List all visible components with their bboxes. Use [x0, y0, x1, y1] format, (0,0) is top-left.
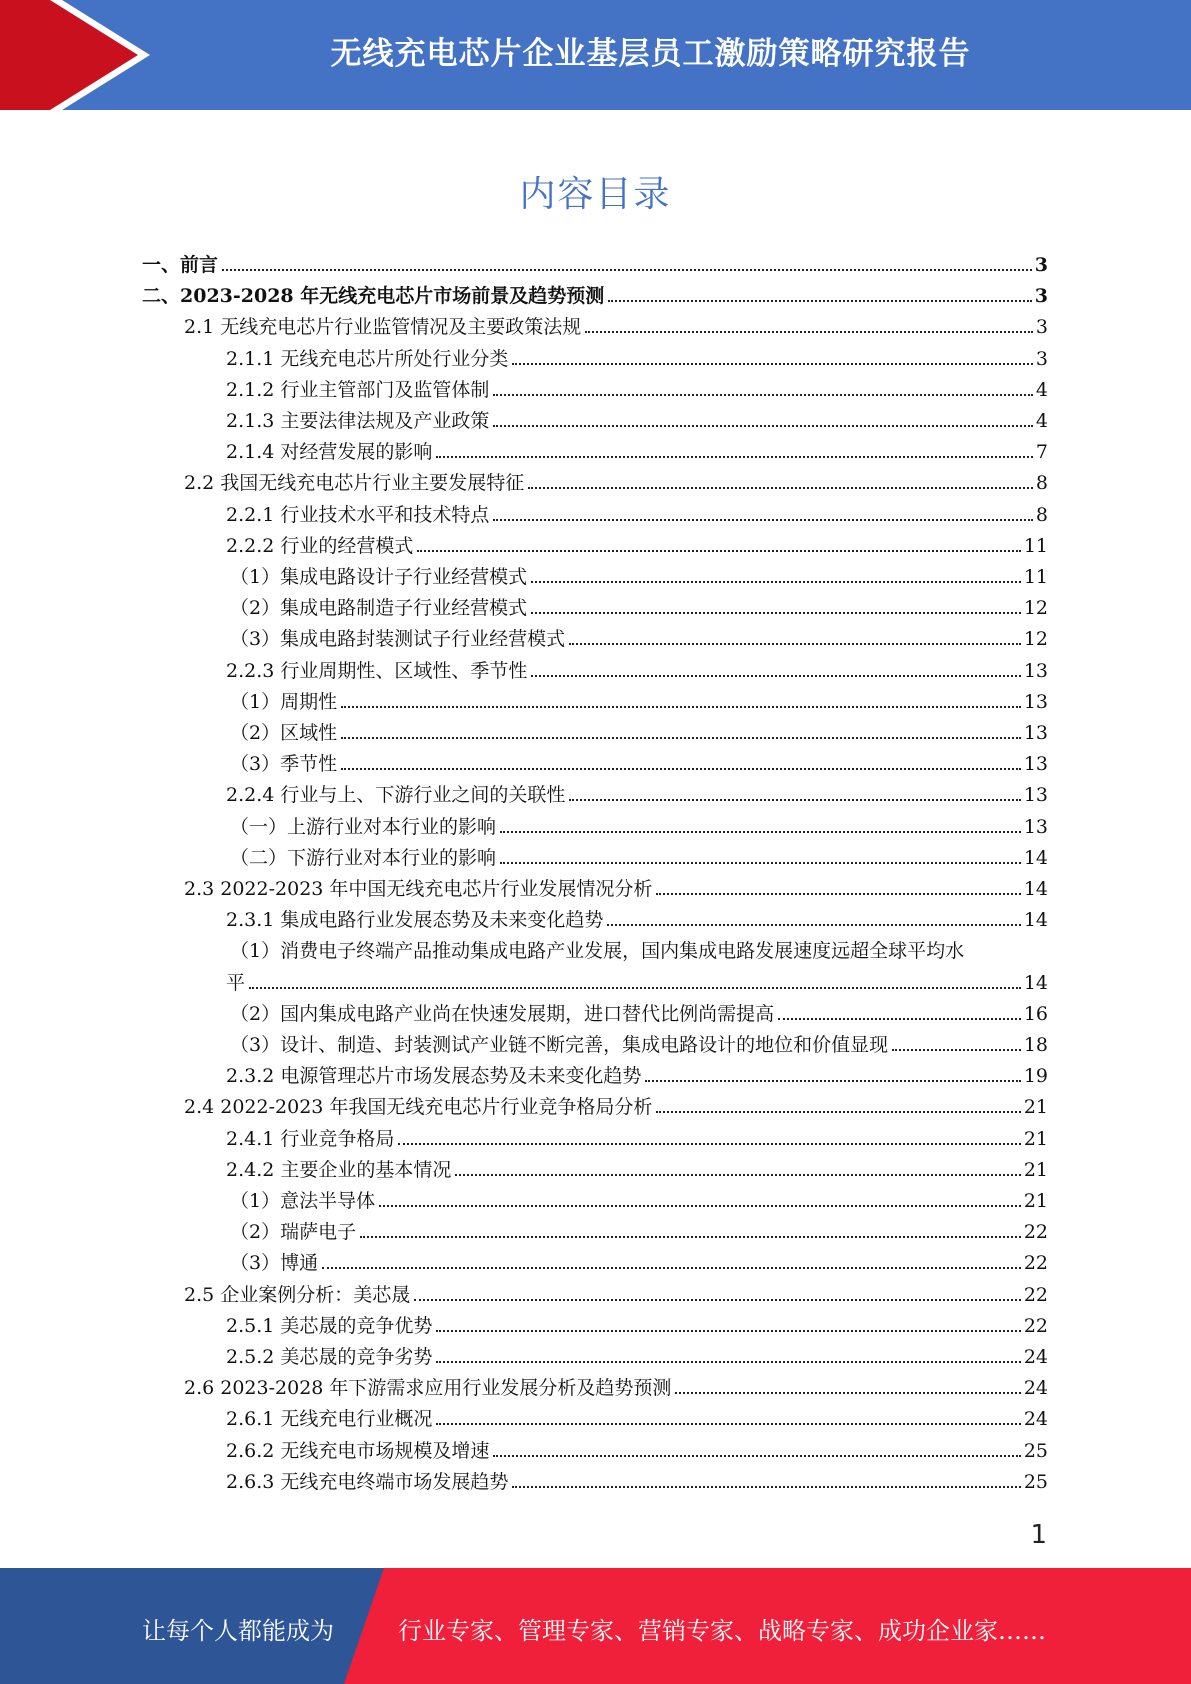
toc-entry-page: 22	[1023, 1283, 1048, 1306]
toc-leader-dots	[493, 1455, 1020, 1457]
toc-leader-dots	[436, 1330, 1020, 1332]
toc-leader-dots	[436, 1423, 1020, 1425]
toc-leader-dots	[892, 1049, 1021, 1051]
toc-entry[interactable]	[230, 1033, 1048, 1057]
toc-entry-label: 2.3.2 电源管理芯片市场发展态势及未来变化趋势	[226, 1065, 642, 1088]
toc-entry-label: 2.2.3 行业周期性、区域性、季节性	[226, 659, 528, 682]
toc-entry[interactable]	[230, 596, 1048, 620]
toc-leader-dots	[531, 581, 1021, 583]
toc-entry-label: （1）周期性	[230, 690, 338, 713]
toc-entry-page: 24	[1023, 1346, 1048, 1368]
toc-entry-page: 12	[1023, 597, 1048, 620]
toc-entry-label: 2.3.1 集成电路行业发展态势及未来变化趋势	[226, 909, 604, 932]
toc-entry[interactable]	[142, 253, 1048, 277]
toc-leader-dots	[675, 1392, 1020, 1394]
toc-entry-page: 3	[1034, 254, 1048, 276]
toc-entry[interactable]	[230, 846, 1048, 870]
toc-entry-label: 2.4.1 行业竞争格局	[226, 1127, 395, 1150]
toc-entry[interactable]	[184, 471, 1048, 495]
toc-leader-dots	[222, 269, 1032, 271]
toc-entry[interactable]	[226, 1439, 1048, 1463]
toc-entry[interactable]	[230, 1189, 1048, 1213]
toc-entry-label: （3）博通	[230, 1252, 319, 1275]
toc-entry-label: 2.1.1 无线充电芯片所处行业分类	[226, 347, 509, 370]
toc-leader-dots	[414, 1299, 1021, 1301]
toc-leader-dots	[512, 363, 1033, 365]
toc-entry-page: 21	[1023, 1158, 1048, 1181]
toc-entry-page: 3	[1034, 285, 1048, 308]
toc-entry[interactable]	[142, 284, 1048, 308]
toc-entry-page: 22	[1023, 1252, 1048, 1275]
toc-entry-label: （1）集成电路设计子行业经营模式	[230, 566, 528, 588]
toc-entry-page: 14	[1023, 846, 1048, 869]
toc-entry[interactable]	[230, 1220, 1048, 1244]
toc-leader-dots	[398, 1143, 1020, 1145]
toc-entry-page: 24	[1023, 1408, 1048, 1431]
toc-entry-label: （二）下游行业对本行业的影响	[230, 846, 497, 869]
toc-entry-page: 14	[1023, 878, 1048, 900]
toc-entry-page: 3	[1035, 347, 1048, 370]
toc-entry-label: （2）区域性	[230, 722, 338, 744]
toc-leader-dots	[608, 300, 1032, 302]
toc-entry-page: 25	[1023, 1439, 1048, 1462]
toc-entry-page: 13	[1023, 753, 1048, 776]
toc-leader-dots	[417, 550, 1020, 552]
toc-entry[interactable]	[230, 721, 1048, 745]
toc-entry-label: 2.6.3 无线充电终端市场发展趋势	[226, 1470, 509, 1493]
header-chevron-graphic	[0, 0, 160, 110]
page-number: 1	[1030, 1520, 1047, 1550]
toc-leader-dots	[493, 394, 1033, 396]
toc-leader-dots	[249, 987, 1021, 989]
toc-entry[interactable]	[226, 1314, 1048, 1338]
toc-entry-page: 24	[1023, 1377, 1048, 1400]
toc-leader-dots	[585, 331, 1033, 333]
toc-entry-page: 8	[1035, 503, 1048, 526]
toc-entry[interactable]	[226, 783, 1048, 807]
toc-leader-dots	[341, 737, 1021, 739]
toc-entry-page: 21	[1023, 1190, 1048, 1212]
toc-entry-page: 4	[1035, 410, 1048, 432]
toc-entry[interactable]	[230, 565, 1048, 589]
toc-entry-page: 13	[1023, 815, 1048, 838]
toc-entry-label: 2.4 2022-2023 年我国无线充电芯片行业竞争格局分析	[184, 1096, 653, 1119]
toc-entry-label: 2.2.1 行业技术水平和技术特点	[226, 503, 490, 526]
toc-leader-dots	[500, 831, 1021, 833]
toc-leader-dots	[436, 1361, 1020, 1363]
toc-entry-page: 19	[1023, 1065, 1048, 1088]
toc-entry-label: 二、2023-2028 年无线充电芯片市场前景及趋势预测	[142, 285, 605, 308]
toc-entry-page: 13	[1023, 690, 1048, 713]
toc-entry[interactable]	[226, 440, 1048, 464]
toc-leader-dots	[656, 893, 1020, 895]
toc-entry-page: 11	[1023, 534, 1048, 557]
toc-leader-dots	[569, 643, 1021, 645]
toc-entry-label: 2.1.4 对经营发展的影响	[226, 441, 433, 464]
toc-leader-dots	[322, 1267, 1021, 1269]
toc-entry-page: 11	[1023, 566, 1048, 588]
toc-leader-dots	[493, 425, 1033, 427]
toc-leader-dots	[341, 706, 1021, 708]
toc-entry-label: 2.6.2 无线充电市场规模及增速	[226, 1439, 490, 1462]
toc-entry-label: 2.2 我国无线充电芯片行业主要发展特征	[184, 472, 525, 495]
footer-slogan-right: 行业专家、管理专家、营销专家、战略专家、成功企业家……	[398, 1617, 1046, 1645]
page-header	[0, 0, 1191, 110]
toc-entry-label: 2.1.3 主要法律法规及产业政策	[226, 410, 490, 432]
toc-entry[interactable]	[226, 534, 1048, 558]
toc-leader-dots	[528, 487, 1033, 489]
toc-entry-label: （1）意法半导体	[230, 1190, 376, 1212]
toc-entry-label: 2.1 无线充电芯片行业监管情况及主要政策法规	[184, 316, 582, 339]
toc-entry[interactable]	[226, 1470, 1048, 1494]
toc-entry[interactable]	[230, 690, 1048, 714]
toc-leader-dots	[531, 675, 1020, 677]
toc-entry-page: 13	[1023, 784, 1048, 807]
toc-entry[interactable]	[230, 752, 1048, 776]
toc-entry[interactable]	[226, 659, 1048, 683]
toc-entry[interactable]	[226, 1345, 1048, 1369]
toc-entry[interactable]	[226, 378, 1048, 402]
toc-entry-label: （3）季节性	[230, 753, 338, 776]
toc-leader-dots	[607, 924, 1020, 926]
toc-entry-label: （1）消费电子终端产品推动集成电路产业发展，国内集成电路发展速度远超全球平均水	[230, 940, 965, 963]
toc-entry-label: 2.2.4 行业与上、下游行业之间的关联性	[226, 784, 566, 807]
toc-entry-label: （2）瑞萨电子	[230, 1221, 357, 1244]
toc-entry-page: 3	[1035, 316, 1048, 339]
toc-entry-page: 7	[1035, 441, 1048, 464]
toc-entry-label: （2）集成电路制造子行业经营模式	[230, 597, 528, 620]
toc-heading: 内容目录	[519, 174, 672, 215]
toc-entry[interactable]	[226, 1127, 1048, 1151]
toc-entry[interactable]	[230, 627, 1048, 651]
toc-leader-dots	[531, 612, 1021, 614]
toc-entry-page: 14	[1023, 971, 1048, 994]
toc-entry[interactable]	[226, 1064, 1048, 1088]
toc-entry[interactable]	[226, 939, 1048, 994]
toc-leader-dots	[436, 456, 1033, 458]
report-title: 无线充电芯片企业基层员工激励策略研究报告	[330, 36, 971, 72]
toc-leader-dots	[360, 1236, 1021, 1238]
toc-entry-label: 2.2.2 行业的经营模式	[226, 534, 414, 557]
toc-entry[interactable]	[184, 1376, 1048, 1400]
toc-leader-dots	[569, 799, 1020, 801]
toc-entry-label: 2.5 企业案例分析：美芯晟	[184, 1283, 411, 1306]
toc-entry-page: 22	[1023, 1221, 1048, 1244]
toc-entry-page: 21	[1023, 1096, 1048, 1119]
toc-entry-page: 21	[1023, 1127, 1048, 1150]
toc-entry-page: 4	[1035, 378, 1048, 401]
toc-entry-page: 12	[1023, 628, 1048, 651]
toc-leader-dots	[341, 768, 1021, 770]
toc-leader-dots	[512, 1486, 1020, 1488]
toc-entry-page: 25	[1023, 1470, 1048, 1493]
toc-leader-dots	[656, 1111, 1020, 1113]
toc-entry-page: 14	[1023, 909, 1048, 932]
toc-entry[interactable]	[230, 1251, 1048, 1275]
toc-entry-label: （一）上游行业对本行业的影响	[230, 815, 497, 838]
page-footer	[0, 1568, 1191, 1684]
toc-leader-dots	[493, 519, 1033, 521]
toc-entry-label: （2）国内集成电路产业尚在快速发展期，进口替代比例尚需提高	[230, 1002, 775, 1025]
toc-entry-label: 2.3 2022-2023 年中国无线充电芯片行业发展情况分析	[184, 878, 653, 900]
toc-leader-dots	[455, 1174, 1020, 1176]
toc-entry[interactable]	[184, 1283, 1048, 1307]
toc-entry[interactable]	[184, 877, 1048, 901]
toc-entry-page: 16	[1023, 1002, 1048, 1025]
toc-entry-page: 8	[1035, 472, 1048, 495]
toc-entry[interactable]	[184, 1095, 1048, 1119]
toc-entry-page: 22	[1023, 1314, 1048, 1337]
toc-leader-dots	[379, 1205, 1021, 1207]
toc-entry-label: 2.4.2 主要企业的基本情况	[226, 1158, 452, 1181]
toc-entry[interactable]	[226, 1407, 1048, 1431]
toc-leader-dots	[645, 1080, 1020, 1082]
toc-entry[interactable]	[230, 815, 1048, 839]
toc-entry-label: （3）设计、制造、封装测试产业链不断完善，集成电路设计的地位和价值显现	[230, 1034, 889, 1056]
toc-entry[interactable]	[226, 1158, 1048, 1182]
toc-entry[interactable]	[226, 347, 1048, 371]
toc-entry-label: 2.5.2 美芯晟的竞争劣势	[226, 1346, 433, 1368]
toc-entry-page: 18	[1023, 1034, 1048, 1056]
toc-entry-label: 2.6 2023-2028 年下游需求应用行业发展分析及趋势预测	[184, 1377, 672, 1400]
footer-slogan-left: 让每个人都能成为	[142, 1617, 334, 1645]
toc-leader-dots	[778, 1018, 1021, 1020]
toc-entry[interactable]	[226, 503, 1048, 527]
toc-entry[interactable]	[184, 315, 1048, 339]
toc-entry-label: 一、前言	[142, 254, 219, 276]
toc-entry-label: 2.6.1 无线充电行业概况	[226, 1408, 433, 1431]
toc-entry-label-continued: 平	[226, 971, 246, 994]
toc-entry-page: 13	[1023, 659, 1048, 682]
toc-entry[interactable]	[226, 908, 1048, 932]
toc-entry-page: 13	[1023, 722, 1048, 744]
toc-entry[interactable]	[226, 409, 1048, 433]
toc-entry-label: （3）集成电路封装测试子行业经营模式	[230, 628, 566, 651]
toc-entry-label: 2.5.1 美芯晟的竞争优势	[226, 1314, 433, 1337]
toc-entry[interactable]	[230, 1002, 1048, 1026]
toc-entry-label: 2.1.2 行业主管部门及监管体制	[226, 378, 490, 401]
toc-leader-dots	[500, 862, 1021, 864]
